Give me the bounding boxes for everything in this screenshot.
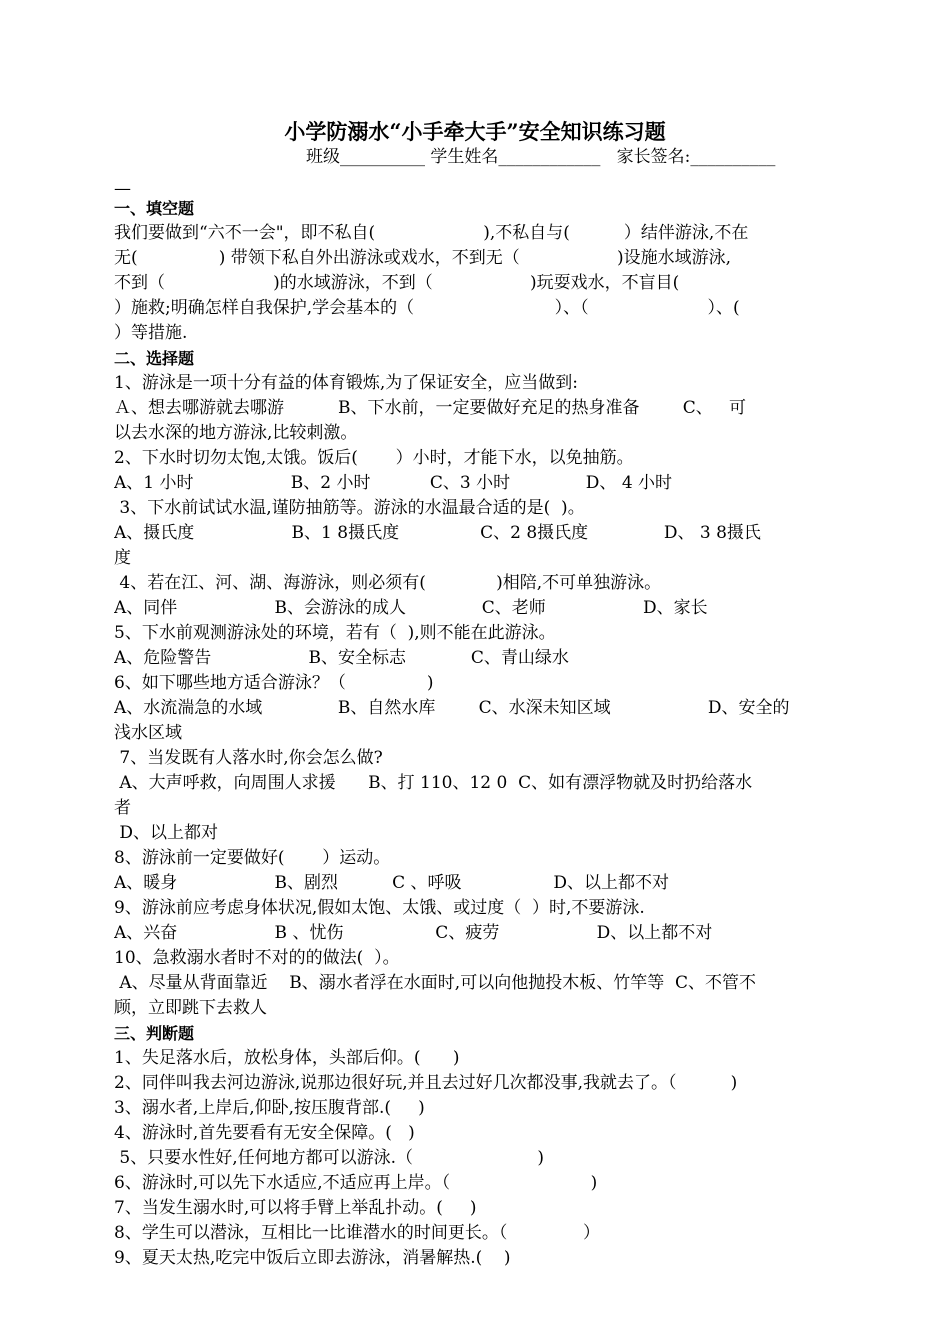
options-line: 以去水深的地方游泳,比较刺激。	[114, 423, 358, 443]
question-line: 7、当发既有人落水时,你会怎么做?	[114, 748, 383, 768]
options-line: A、1 小时 B、2 小时 C、3 小时 D、 4 小时	[114, 473, 673, 493]
judgment-line: 6、游泳时,可以先下水适应,不适应再上岸。（ )	[114, 1173, 598, 1193]
question-line: 1、游泳是一项十分有益的体育锻炼,为了保证安全，应当做到:	[114, 373, 578, 393]
question-line: 9、游泳前应考虑身体状况,假如太饱、太饿、或过度（ ）时,不要游泳.	[114, 898, 645, 918]
options-line: 浅水区域	[114, 723, 182, 743]
options-line: A、兴奋 B 、忧伤 C、疲劳 D、以上都不对	[114, 923, 713, 943]
question-line: 6、如下哪些地方适合游泳？（ )	[114, 673, 434, 693]
judgment-line: 3、溺水者,上岸后,仰卧,按压腹背部.( )	[114, 1098, 425, 1118]
text-line: ）施救;明确怎样自我保护,学会基本的（ ）、（ ）、(	[114, 298, 740, 318]
options-line: 度	[114, 548, 131, 568]
options-line: A、暖身 B、剧烈 C 、呼吸 D、以上都不对	[114, 873, 669, 893]
judgment-line: 2、同伴叫我去河边游泳,说那边很好玩,并且去过好几次都没事,我就去了。（ )	[114, 1073, 738, 1093]
student-info-line: 班级__________ 学生姓名____________ 家长签名:__________	[306, 147, 776, 167]
options-line: 者	[114, 798, 131, 818]
section-heading: 一、填空题	[114, 199, 195, 218]
question-line: 10、急救溺水者时不对的的做法( ）。	[114, 948, 400, 968]
question-line: 3、下水前试试水温,谨防抽筋等。游泳的水温最合适的是( )。	[114, 498, 585, 518]
options-line: A、尽量从背面靠近 B、溺水者浮在水面时,可以向他抛投木板、竹竿等 C、不管不	[114, 973, 757, 993]
options-line: A、危险警告 B、安全标志 C、青山绿水	[114, 648, 569, 668]
text-line: ）等措施.	[114, 323, 188, 343]
judgment-line: 8、学生可以潜泳，互相比一比谁潜水的时间更长。（ ）	[114, 1223, 600, 1243]
question-line: 5、下水前观测游泳处的环境，若有（ ),则不能在此游泳。	[114, 623, 556, 643]
options-line: Ａ、想去哪游就去哪游 B、下水前，一定要做好充足的热身准备 C、 可	[114, 398, 746, 418]
judgment-line: 4、游泳时,首先要看有无安全保障。( )	[114, 1123, 415, 1143]
page-title: 小学防溺水“小手牵大手”安全知识练习题	[284, 119, 666, 144]
text-line: 不到（ )的水域游泳，不到（ )玩耍戏水，不盲目(	[114, 273, 680, 293]
text-line: 无( ) 带领下私自外出游泳或戏水，不到无（ )设施水域游泳,	[114, 248, 732, 268]
text-line: 我们要做到“六不一会"，即不私自( ),不私自与( ）结伴游泳,不在	[114, 223, 749, 243]
options-line: A、大声呼救，向周围人求援 B、打 110、12 0 C、如有漂浮物就及时扔给落水	[114, 773, 753, 793]
judgment-line: 5、只要水性好,任何地方都可以游泳.（ )	[114, 1148, 544, 1168]
section-heading: 三、判断题	[114, 1024, 195, 1043]
judgment-line: 9、夏天太热,吃完中饭后立即去游泳，消暑解热.( )	[114, 1248, 511, 1268]
separator-dash: —	[114, 179, 131, 199]
judgment-line: 7、当发生溺水时,可以将手臂上举乱扑动。( )	[114, 1198, 477, 1218]
options-line: A、水流湍急的水域 B、自然水库 C、水深未知区域 D、安全的	[114, 698, 790, 718]
question-line: 4、若在江、河、湖、海游泳，则必须有( )相陪,不可单独游泳。	[114, 573, 662, 593]
options-line: A、同伴 B、会游泳的成人 C、老师 D、家长	[114, 598, 708, 618]
options-line: 顾，立即跳下去救人	[114, 998, 267, 1018]
options-line: A、摄氏度 B、1 8摄氏度 C、2 8摄氏度 D、 3 8摄氏	[114, 523, 761, 543]
judgment-line: 1、失足落水后，放松身体，头部后仰。( )	[114, 1048, 460, 1068]
question-line: 8、游泳前一定要做好( ）运动。	[114, 848, 391, 868]
question-line: 2、下水时切勿太饱,太饿。饭后( ）小时，才能下水，以免抽筋。	[114, 448, 634, 468]
section-heading: 二、选择题	[114, 349, 195, 368]
options-line: D、以上都对	[114, 823, 219, 843]
